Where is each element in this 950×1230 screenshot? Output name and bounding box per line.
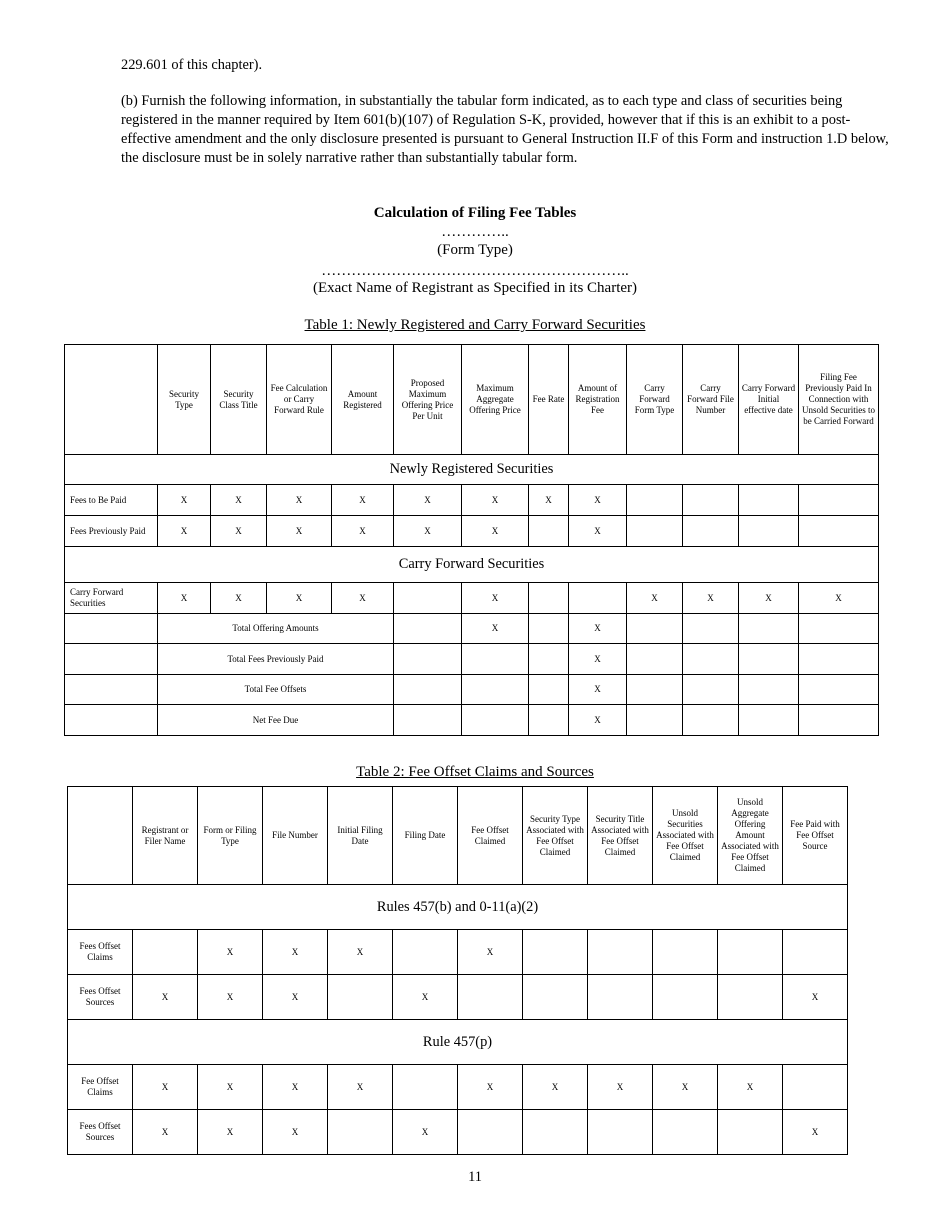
section-rules-457b: Rules 457(b) and 0-11(a)(2) — [68, 885, 848, 930]
table2-caption: Table 2: Fee Offset Claims and Sources — [356, 764, 594, 780]
table-cell — [739, 675, 799, 705]
table-cell: X — [394, 516, 462, 547]
fee-tables-title: Calculation of Filing Fee Tables — [373, 205, 577, 221]
table-row — [65, 644, 879, 675]
table-cell — [653, 1110, 718, 1155]
table-cell — [718, 1110, 783, 1155]
table-cell — [328, 975, 393, 1020]
table-cell — [529, 516, 569, 547]
table-cell: X — [569, 485, 627, 516]
table-cell — [627, 675, 683, 705]
table-cell — [627, 516, 683, 547]
table-cell — [588, 930, 653, 975]
table-cell: X — [267, 516, 332, 547]
table-cell — [523, 1110, 588, 1155]
table-cell — [529, 614, 569, 644]
table-cell — [65, 644, 158, 675]
table-cell — [588, 1110, 653, 1155]
table-cell — [133, 930, 198, 975]
table-cell — [799, 485, 879, 516]
table-cell: X — [739, 583, 799, 614]
row-label-fees-offset-claims: Fees Offset Claims — [68, 930, 133, 975]
table-cell — [529, 583, 569, 614]
table2-header-cell — [68, 787, 133, 885]
table1-caption: Table 1: Newly Registered and Carry Forward Securities — [304, 317, 646, 333]
table1-header-row — [65, 345, 879, 455]
table-cell: X — [393, 1110, 458, 1155]
table1-header-cell: Carry Forward File Number — [683, 345, 739, 455]
table-cell: X — [462, 583, 529, 614]
table1-header-cell: Security Class Title — [211, 345, 267, 455]
page-number: 11 — [468, 1169, 482, 1185]
table-cell — [799, 705, 879, 736]
table-cell: X — [158, 485, 211, 516]
table-cell — [458, 1110, 523, 1155]
table-cell — [683, 705, 739, 736]
table-cell: X — [718, 1065, 783, 1110]
form-type-label: (Form Type) — [437, 242, 513, 258]
table-cell: X — [332, 516, 394, 547]
table2-header-cell: File Number — [263, 787, 328, 885]
table1-header-cell: Fee Rate — [529, 345, 569, 455]
table-cell: X — [588, 1065, 653, 1110]
table-cell — [328, 1110, 393, 1155]
table-cell: X — [462, 485, 529, 516]
table-cell — [523, 975, 588, 1020]
table1-header-cell: Proposed Maximum Offering Price Per Unit — [394, 345, 462, 455]
table-cell: X — [799, 583, 879, 614]
table-row — [68, 975, 848, 1020]
table-cell — [653, 975, 718, 1020]
table2-header-cell: Unsold Aggregate Offering Amount Associated with Fee Offset Claimed — [718, 787, 783, 885]
table-cell: X — [267, 485, 332, 516]
table-cell: X — [267, 583, 332, 614]
table-cell — [394, 675, 462, 705]
row-label-fees-previously-paid: Fees Previously Paid — [65, 516, 158, 547]
table-cell — [683, 675, 739, 705]
table2-header-cell: Form or Filing Type — [198, 787, 263, 885]
table-cell — [627, 614, 683, 644]
row-label-fees-offset-sources: Fees Offset Sources — [68, 975, 133, 1020]
table1-header-cell: Amount of Registration Fee — [569, 345, 627, 455]
table-cell — [65, 675, 158, 705]
table-cell — [393, 930, 458, 975]
table1-header-cell: Amount Registered — [332, 345, 394, 455]
table-cell: X — [683, 583, 739, 614]
table-row — [65, 675, 879, 705]
table-cell: X — [569, 614, 627, 644]
table-cell: X — [198, 1110, 263, 1155]
table-cell: X — [332, 485, 394, 516]
row-label-fee-offset-claims: Fee Offset Claims — [68, 1065, 133, 1110]
table-cell — [588, 975, 653, 1020]
table2-header-cell: Security Title Associated with Fee Offset Claimed — [588, 787, 653, 885]
table-cell: X — [263, 1110, 328, 1155]
table-cell: X — [158, 583, 211, 614]
table-cell — [523, 930, 588, 975]
table-cell — [627, 644, 683, 675]
table-row — [68, 1065, 848, 1110]
table-cell — [739, 705, 799, 736]
table-cell — [394, 705, 462, 736]
table-row — [65, 583, 879, 614]
table-row — [65, 516, 879, 547]
table-cell: X — [263, 930, 328, 975]
table-cell — [783, 930, 848, 975]
table-cell — [739, 644, 799, 675]
table-cell: X — [529, 485, 569, 516]
table-cell — [739, 614, 799, 644]
table2-header-cell: Fee Offset Claimed — [458, 787, 523, 885]
table-cell — [799, 644, 879, 675]
form-type-dots: ………….. — [441, 224, 509, 240]
table1-header-cell: Carry Forward Form Type — [627, 345, 683, 455]
table-cell: X — [783, 1110, 848, 1155]
table-cell — [394, 614, 462, 644]
table2-header-cell: Fee Paid with Fee Offset Source — [783, 787, 848, 885]
table2-fee-offset-claims — [67, 786, 848, 1155]
table-cell — [569, 583, 627, 614]
section-rule-457p: Rule 457(p) — [68, 1020, 848, 1065]
table-cell — [799, 516, 879, 547]
table-cell — [799, 675, 879, 705]
table2-header-row — [68, 787, 848, 885]
table-cell: X — [198, 975, 263, 1020]
section-carry-forward: Carry Forward Securities — [65, 547, 879, 583]
table-cell: X — [569, 675, 627, 705]
section-newly-registered: Newly Registered Securities — [65, 455, 879, 485]
table2-header-cell: Registrant or Filer Name — [133, 787, 198, 885]
table-cell: X — [133, 1065, 198, 1110]
table-cell: X — [462, 516, 529, 547]
total-label-fees-previously-paid: Total Fees Previously Paid — [158, 644, 394, 675]
row-label-fees-offset-sources: Fees Offset Sources — [68, 1110, 133, 1155]
table-cell: X — [328, 930, 393, 975]
table-cell: X — [458, 1065, 523, 1110]
table-cell: X — [569, 644, 627, 675]
table1-header-cell: Maximum Aggregate Offering Price — [462, 345, 529, 455]
table-cell — [739, 485, 799, 516]
table2-header-cell: Unsold Securities Associated with Fee Offset Claimed — [653, 787, 718, 885]
table-cell — [683, 614, 739, 644]
table-cell — [529, 675, 569, 705]
table-cell: X — [783, 975, 848, 1020]
table-cell: X — [211, 583, 267, 614]
table-cell — [529, 644, 569, 675]
registrant-dots: …………………………………………………….. — [321, 263, 629, 279]
intro-line: 229.601 of this chapter). — [121, 57, 263, 73]
table-row — [68, 930, 848, 975]
table-cell — [799, 614, 879, 644]
table-cell — [683, 485, 739, 516]
table-cell: X — [328, 1065, 393, 1110]
table2-header-cell: Filing Date — [393, 787, 458, 885]
table-cell: X — [263, 975, 328, 1020]
table-cell — [65, 614, 158, 644]
table-row — [65, 705, 879, 736]
table-cell — [683, 644, 739, 675]
table-cell — [783, 1065, 848, 1110]
table-cell: X — [569, 705, 627, 736]
total-label-offering-amounts: Total Offering Amounts — [158, 614, 394, 644]
total-label-fee-offsets: Total Fee Offsets — [158, 675, 394, 705]
table2-header-cell: Initial Filing Date — [328, 787, 393, 885]
table-cell — [718, 930, 783, 975]
registrant-label: (Exact Name of Registrant as Specified in its Charter) — [312, 280, 638, 296]
table-cell — [627, 705, 683, 736]
table-cell — [718, 975, 783, 1020]
table-cell: X — [158, 516, 211, 547]
table-cell: X — [653, 1065, 718, 1110]
table-cell — [65, 705, 158, 736]
table2-header-cell: Security Type Associated with Fee Offset Claimed — [523, 787, 588, 885]
table-cell: X — [211, 485, 267, 516]
table-cell: X — [198, 930, 263, 975]
table-row — [65, 614, 879, 644]
paragraph-b: (b) Furnish the following information, in substantially the tabular form indicated, as to each type and class of securities being registered in the manner required by Item 601(b)(107) of Regulation S-K, provided, however that if this is an exhibit to a post-effective amendment and the only disclosure presented is pursuant to General Instruction II.F of this Form and instruction 1.D below, the disclosure must be in solely narrative rather than substantially tabular form. — [121, 93, 889, 166]
table-cell: X — [133, 975, 198, 1020]
table-cell — [394, 583, 462, 614]
table-cell — [529, 705, 569, 736]
row-label-carry-forward: Carry Forward Securities — [65, 583, 158, 614]
table1-header-cell: Fee Calculation or Carry Forward Rule — [267, 345, 332, 455]
table-cell: X — [332, 583, 394, 614]
table-cell — [653, 930, 718, 975]
table1-header-cell: Filing Fee Previously Paid In Connection with Unsold Securities to be Carried Forward — [799, 345, 879, 455]
row-label-fees-to-be-paid: Fees to Be Paid — [65, 485, 158, 516]
table-cell — [393, 1065, 458, 1110]
table-cell: X — [393, 975, 458, 1020]
table-cell — [394, 644, 462, 675]
table1-header-cell — [65, 345, 158, 455]
table-cell: X — [458, 930, 523, 975]
table-cell — [458, 975, 523, 1020]
table-cell: X — [569, 516, 627, 547]
table-cell: X — [133, 1110, 198, 1155]
table1-header-cell: Carry Forward Initial effective date — [739, 345, 799, 455]
table-row — [65, 485, 879, 516]
table-cell: X — [627, 583, 683, 614]
table-cell — [627, 485, 683, 516]
table1-header-cell: Security Type — [158, 345, 211, 455]
table-cell: X — [211, 516, 267, 547]
table-cell — [462, 705, 529, 736]
total-label-net-fee-due: Net Fee Due — [158, 705, 394, 736]
table-cell: X — [394, 485, 462, 516]
table-row — [68, 1110, 848, 1155]
table-cell — [462, 675, 529, 705]
table-cell — [739, 516, 799, 547]
table-cell: X — [462, 614, 529, 644]
table-cell: X — [198, 1065, 263, 1110]
table-cell: X — [263, 1065, 328, 1110]
table-cell — [683, 516, 739, 547]
table-cell: X — [523, 1065, 588, 1110]
table1-newly-registered-carry-forward — [64, 344, 879, 736]
table-cell — [462, 644, 529, 675]
